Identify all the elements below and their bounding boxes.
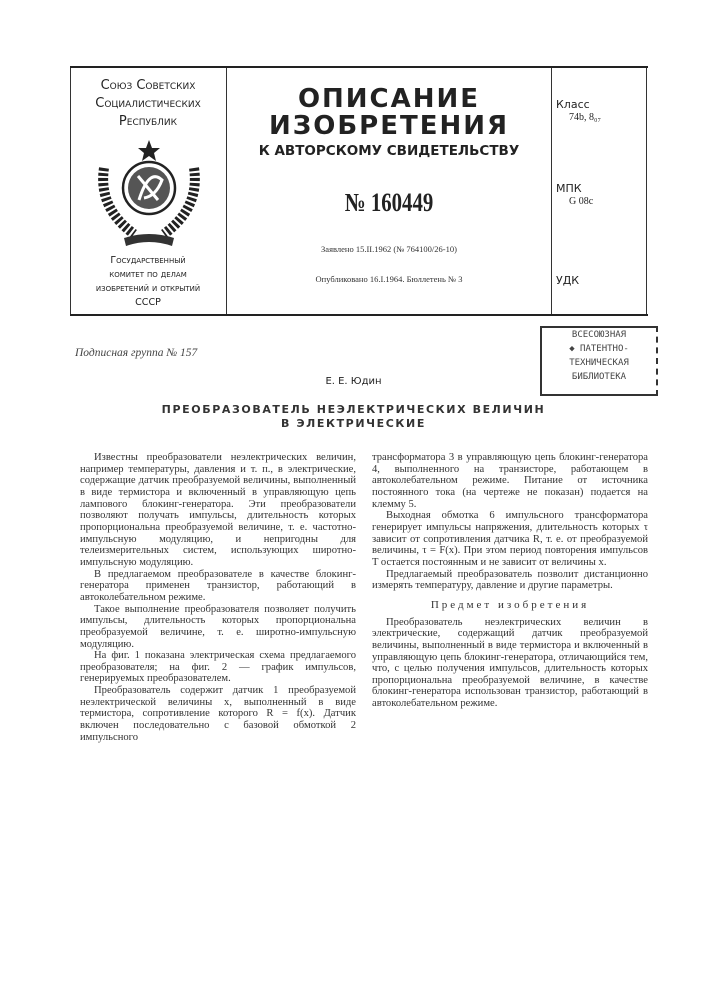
author: Е. Е. Юдин xyxy=(0,376,707,387)
left-column xyxy=(80,452,356,743)
doc-title-line1: ОПИСАНИЕ xyxy=(227,84,551,114)
paragraph: На фиг. 1 показана электрическая схема предлагаемого преобразователя; на фиг. 2 — график импульсов, генерируемых преобразователем. xyxy=(80,650,356,685)
mpk-label: МПК xyxy=(556,182,582,195)
paragraph: Предлагаемый преобразователь позволит дистанционно измерять температуру, давление и другие параметры. xyxy=(372,569,648,592)
title-line: ПРЕОБРАЗОВАТЕЛЬ НЕЭЛЕКТРИЧЕСКИХ ВЕЛИЧИН xyxy=(0,403,707,417)
subscription-group: Подписная группа № 157 xyxy=(75,347,197,359)
committee-line: СССР xyxy=(70,296,226,310)
paragraph: Такое выполнение преобразователя позволяет получить импульсы, длительность которых пропорциональна преобразуемой величине, т. е. широтно-импульсную модуляцию. xyxy=(80,604,356,651)
invention-title xyxy=(0,403,707,431)
right-column xyxy=(372,452,648,710)
committee-line: Государственный xyxy=(70,254,226,268)
class-value: 74b, 8₀₇ xyxy=(569,112,601,123)
paragraph: Известны преобразователи неэлектрических величин, например температуры, давления и т. п., в электрические, содержащие датчик преобразуемой величины, выполненный в виде термистора и включенный в управляющую цепь лампового блокинг-генератора. Эти преобразователи позволяют получать импульсы, длительность которых пропорциональна преобразуемой величине, т. е. частотно-импульсную модуляцию, и непригодны для телеизмерительных систем, использующих широтно-импульсную модуляцию. xyxy=(80,452,356,569)
paragraph: В предлагаемом преобразователе в качестве блокинг-генератора применен транзистор, работающий в автоколебательном режиме. xyxy=(80,569,356,604)
class-label: Класс xyxy=(556,98,590,111)
title-line: В ЭЛЕКТРИЧЕСКИЕ xyxy=(0,417,707,431)
patent-number: № 160449 xyxy=(259,188,518,218)
committee-line: комитет по делам xyxy=(70,268,226,282)
doc-title-line2: ИЗОБРЕТЕНИЯ xyxy=(227,111,551,141)
published-date: Опубликовано 16.I.1964. Бюллетень № 3 xyxy=(227,274,551,284)
stamp-text: ПАТЕНТНО- xyxy=(580,344,629,354)
mpk-value: G 08c xyxy=(569,196,593,207)
committee-line: изобретений и открытий xyxy=(70,282,226,296)
ussr-emblem-icon xyxy=(94,138,204,250)
paragraph: трансформатора 3 в управляющую цепь блокинг-генератора 4, выполненного на транзисторе, работающем в автоколебательном режиме. Питание от источника постоянного тока (на чертеже не показан) подается на клемму 5. xyxy=(372,452,648,510)
country-name xyxy=(70,77,226,131)
divider xyxy=(646,68,647,314)
paragraph: Преобразователь содержит датчик 1 преобразуемой неэлектрической величины x, выполненный в виде термистора, сопротивление которого R = f(x). Датчик включен последовательно с базовой обмоткой 2 импульсного xyxy=(80,685,356,743)
claims-text: Преобразователь неэлектрических величин в электрические, содержащий датчик преобразуемой величины, выполненный в виде термистора и включенный в управляющую цепь блокинг-генератора, отличающийся тем, что, с целью получения импульсов, длительность которых пропорциональна преобразуемой величине, в качестве блокинг-генератора использован транзистор, работающий в автоколебательном режиме. xyxy=(372,617,648,710)
filed-date: Заявлено 15.II.1962 (№ 764100/26-10) xyxy=(227,244,551,254)
country-line: Социалистических xyxy=(70,95,226,113)
stamp-line: БИБЛИОТЕКА xyxy=(542,370,656,384)
committee-name xyxy=(70,254,226,310)
doc-subtitle: К АВТОРСКОМУ СВИДЕТЕЛЬСТВУ xyxy=(227,143,551,159)
country-line: Союз Советских xyxy=(70,77,226,95)
stamp-line: ◆ ПАТЕНТНО- xyxy=(542,342,656,356)
paragraph: Выходная обмотка 6 импульсного трансформатора генерирует импульсы напряжения, длительность которых τ зависит от сопротивления датчика R, т. е. от преобразуемой величины, τ = F(x). При этом период повторения импульсов T остается постоянным и не зависит от величины x. xyxy=(372,510,648,568)
country-line: Республик xyxy=(70,113,226,131)
stamp-line: ТЕХНИЧЕСКАЯ xyxy=(542,356,656,370)
claims-heading: Предмет изобретения xyxy=(372,600,648,612)
document-header xyxy=(70,66,648,316)
stamp-line: ВСЕСОЮЗНАЯ xyxy=(542,328,656,342)
udk-label: УДК xyxy=(556,274,579,287)
divider xyxy=(551,68,552,314)
